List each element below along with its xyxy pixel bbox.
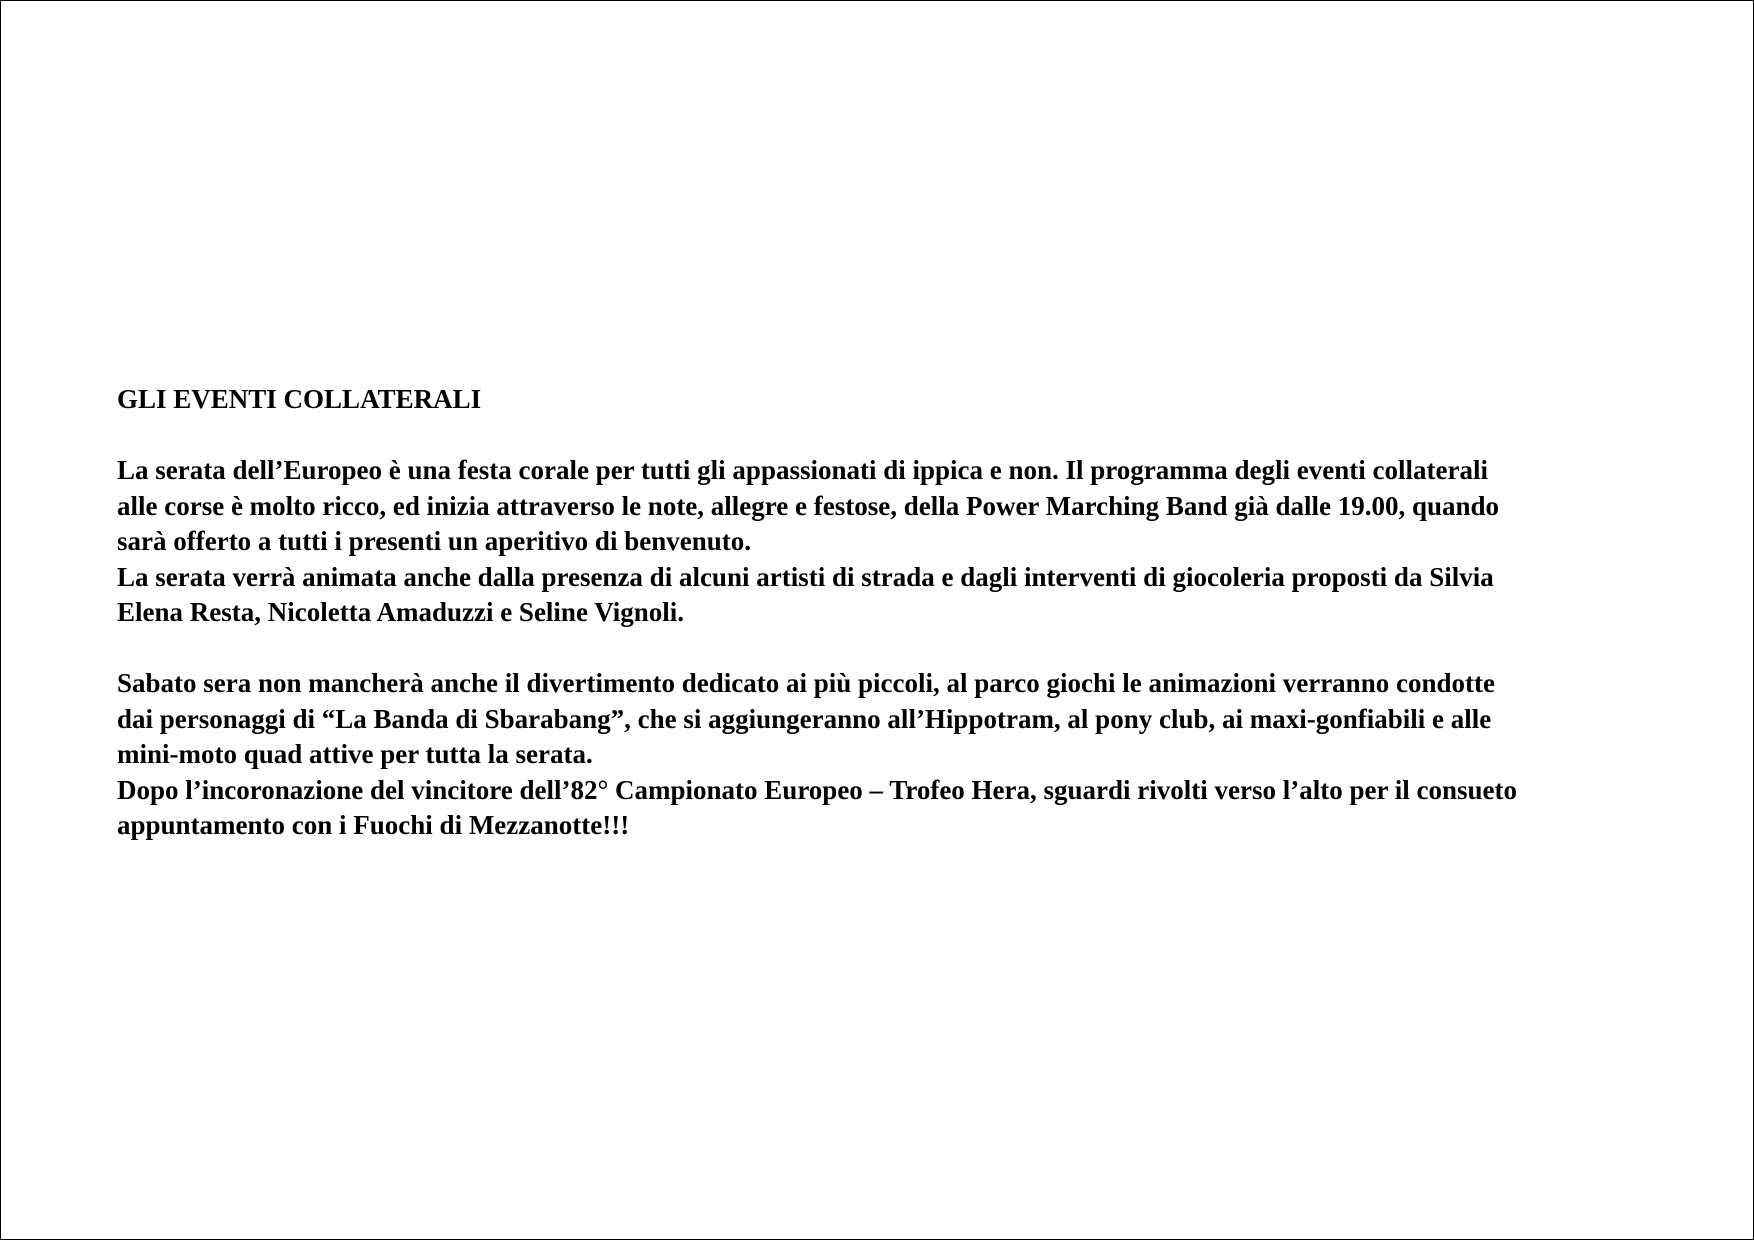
paragraph-children [117,666,1677,773]
paragraph-fireworks [117,773,1677,844]
text-line: alle corse è molto ricco, ed inizia attraverso le note, allegre e festose, della Power Marching Band già dalle 19.00, quando [117,490,1500,521]
spacer [117,631,1677,667]
text-line: Dopo l’incoronazione del vincitore dell’82° Campionato Europeo – Trofeo Hera, sguardi rivolti verso l’alto per il consueto [117,774,1517,805]
text-line: Sabato sera non mancherà anche il divertimento dedicato ai più piccoli, al parco giochi le animazioni verranno condotte [117,668,1495,698]
text-line: Elena Resta, Nicoletta Amaduzzi e Seline Vignoli. [117,597,684,627]
text-line: La serata verrà animata anche dalla presenza di alcuni artisti di strada e dagli interventi di giocoleria proposti da Silvia [117,561,1494,592]
text-line: sarà offerto a tutti i presenti un aperitivo di benvenuto. [117,526,751,556]
text-line: appuntamento con i Fuochi di Mezzanotte!!! [117,810,630,840]
paragraph-artists [117,560,1677,631]
section-heading: GLI EVENTI COLLATERALI [117,384,482,414]
text-line: dai personaggi di “La Banda di Sbarabang”, che si aggiungeranno all’Hippotram, al pony club, ai maxi-gonfiabili e alle [117,703,1492,734]
text-line: La serata dell’Europeo è una festa corale per tutti gli appassionati di ippica e non. Il programma degli eventi collaterali [117,455,1488,485]
spacer [117,418,1677,454]
text-line: mini-moto quad attive per tutta la serata. [117,739,593,769]
document-body [117,382,1677,844]
paragraph-intro [117,453,1677,560]
